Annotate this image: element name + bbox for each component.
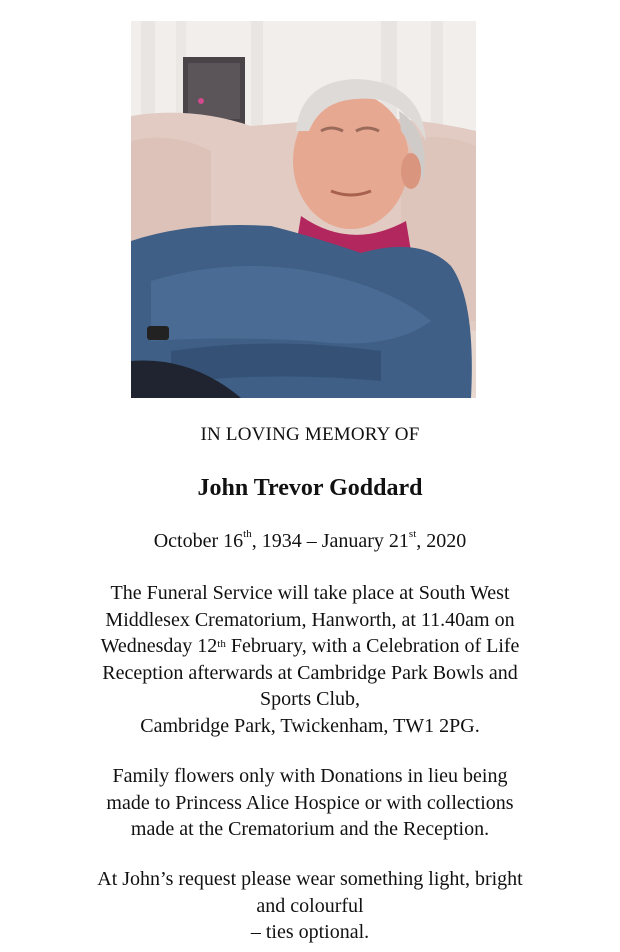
date-range: , 1934 – January 21 [251,530,409,552]
death-year: , 2020 [416,530,467,552]
deceased-name: John Trevor Goddard [197,475,423,501]
service-address: Cambridge Park, Twickenham, TW1 2PG. [140,714,480,737]
service-day-suffix: th [217,638,226,650]
flowers-line: made at the Crematorium and the Reception. [130,818,490,840]
service-month: February, with a Celebration of Life [225,635,520,657]
life-dates [0,530,620,553]
service-line [0,633,620,660]
service-line: Middlesex Crematorium, Hanworth, at 11.40am on [105,608,515,631]
service-line: Reception afterwards at Cambridge Park Bowls and [102,661,518,684]
memorial-heading: IN LOVING MEMORY OF [200,424,420,445]
request-line: – ties optional. [250,921,370,943]
flowers-line: made to Princess Alice Hospice or with collections [106,791,514,814]
death-suffix: st [408,528,417,540]
birth-suffix: th [243,528,252,540]
portrait-photo [131,21,476,398]
service-day: Wednesday 12 [100,635,218,657]
service-line: Sports Club, [259,688,361,710]
funeral-service-details [0,580,620,739]
flowers-donations-note [0,763,620,843]
request-line: At John’s request please wear something light, bright [97,868,523,890]
birth-date: October 16 [153,530,244,552]
dress-request-note [0,866,620,946]
service-line: The Funeral Service will take place at South West [110,582,510,604]
flowers-line: Family flowers only with Donations in lieu being [112,765,508,787]
request-line: and colourful [256,894,364,917]
